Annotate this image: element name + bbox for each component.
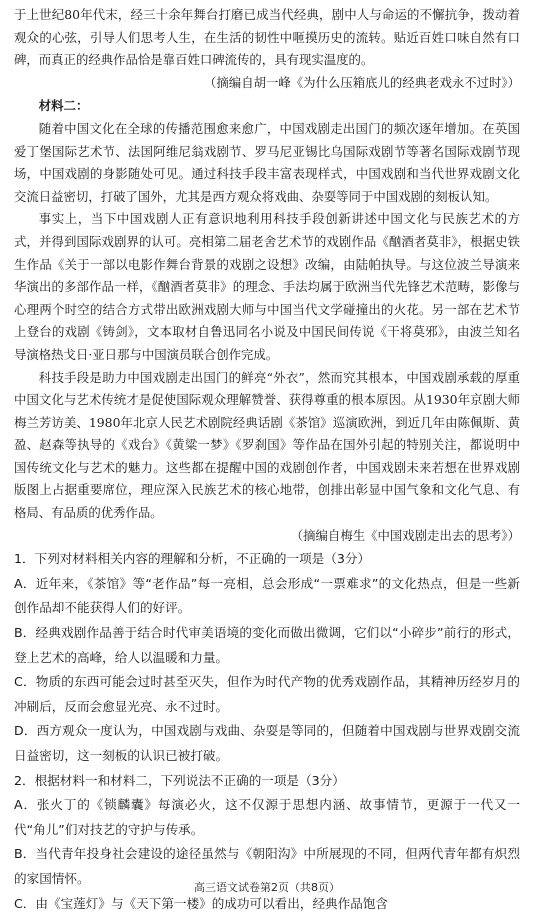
material2-source: （摘编自梅生《中国戏剧走出去的思考》） [290, 527, 520, 543]
page-footer: 高三语文试卷第2页（共8页） [194, 881, 340, 894]
material2-paragraph-1: 随着中国文化在全球的传播范围愈来愈广，中国戏剧走出国门的频次逐年增加。在英国爱丁堡国际艺术节、法国阿维尼翁戏剧节、罗马尼亚锡比乌国际戏剧节等著名国际戏剧节现场，中国戏剧的身影随处可见。通过科技手段丰富表现样式，中国戏剧和当代世界戏剧文化交流日益密切，打破了国外，尤其是西方观众将戏曲、杂耍等同于中国戏剧的刻板认知。 [14, 120, 520, 204]
question-2-option-a: A．张火丁的《锁麟囊》每演必火，这不仅源于思想内涵、故事情节，更源于一代又一代“角儿”们对技艺的守护与传承。 [14, 797, 520, 837]
material2-paragraph-3: 科技手段是助力中国戏剧走出国门的鲜亮“外衣”，然而究其根本，中国戏剧承载的厚重中国文化与艺术传统才是促使国际观众理解赞誉、获得尊重的根本原因。从1930年京剧大师梅兰芳访美、1980年北京人民艺术剧院经典话剧《茶馆》巡演欧洲，到近几年由陈佩斯、黄盈、赵森等执导的《戏台》《黄粱一梦》《罗刹国》等作品在国外引起的特别关注，都说明中国传统文化与艺术的魅力。这些都在提醒中国的戏剧创作者，中国戏剧未来若想在世界戏剧版图上占据重要席位，理应深入民族艺术的核心地带，创排出彰显中国气象和文化气息、有格局、有品质的优秀作品。 [14, 369, 520, 521]
material1-tail-paragraph: 于上世纪80年代末，经三十余年舞台打磨已成当代经典，剧中人与命运的不懈抗争，拨动着观众的心弦，引导人们思考人生，在生活的韧性中咂摸历史的流转。贴近百姓口味自然有口碑，而真正的经典作品恰是靠百姓口碑流传的，具有现实温度的。 [14, 7, 520, 68]
material2-heading: 材料二： [38, 98, 89, 114]
question-1-option-b: B．经典戏剧作品善于结合时代审美语境的变化而做出微调，它们以“小碎步”前行的形式，登上艺术的高峰，给人以温暖和力量。 [14, 625, 520, 665]
question-2-stem: 2．根据材料一和材料二，下列说法不正确的一项是（3分） [14, 772, 345, 788]
question-1-option-c: C．物质的东西可能会过时甚至灭失，但作为时代产物的优秀戏剧作品，其精神历经岁月的冲刷后，反而会愈显光亮、永不过时。 [14, 674, 520, 714]
question-2-option-b: B．当代青年投身社会建设的途径虽然与《朝阳沟》中所展现的不同，但两代青年都有炽烈的家国情怀。 [14, 846, 520, 886]
material1-source: （摘编自胡一峰《为什么压箱底儿的经典老戏永不过时》） [204, 74, 520, 90]
question-1-option-a: A．近年来，《茶馆》等“老作品”每一亮相，总会形成“一票难求”的文化热点，但是一些新创作品却不能获得人们的好评。 [14, 575, 520, 616]
question-2-option-c: C．由《宝莲灯》与《天下第一楼》的成功可以看出，经典作品饱含 [14, 895, 389, 911]
question-1-stem: 1．下列对材料相关内容的理解和分析，不正确的一项是（3分） [14, 551, 371, 567]
material2-paragraph-2: 事实上，当下中国戏剧人正有意识地利用科技手段创新讲述中国文化与民族艺术的方式，并得到国际戏剧界的认可。亮相第二届老舍艺术节的戏剧作品《酗酒者莫非》，根据史铁生作品《关于一部以电影作舞台背景的戏剧之设想》改编，由陆帕执导。与这位波兰导演来华演出的多部作品一样，《酗酒者莫非》的理念、手法均属于欧洲当代先锋艺术范畴，影像与心理两个时空的结合方式带出欧洲戏剧大师与中国当代文学碰撞出的火花。另一部在艺术节上登台的戏剧《铸剑》，文本取材自鲁迅同名小说及中国民间传说《干将莫邪》，由波兰知名导演格热戈日·亚日那与中国演员联合创作完成。 [14, 211, 520, 362]
question-1-option-d: D．西方观众一度认为，中国戏剧与戏曲、杂耍是等同的，但随着中国戏剧与世界戏剧交流日益密切，这一刻板的认识已被打破。 [14, 723, 520, 763]
